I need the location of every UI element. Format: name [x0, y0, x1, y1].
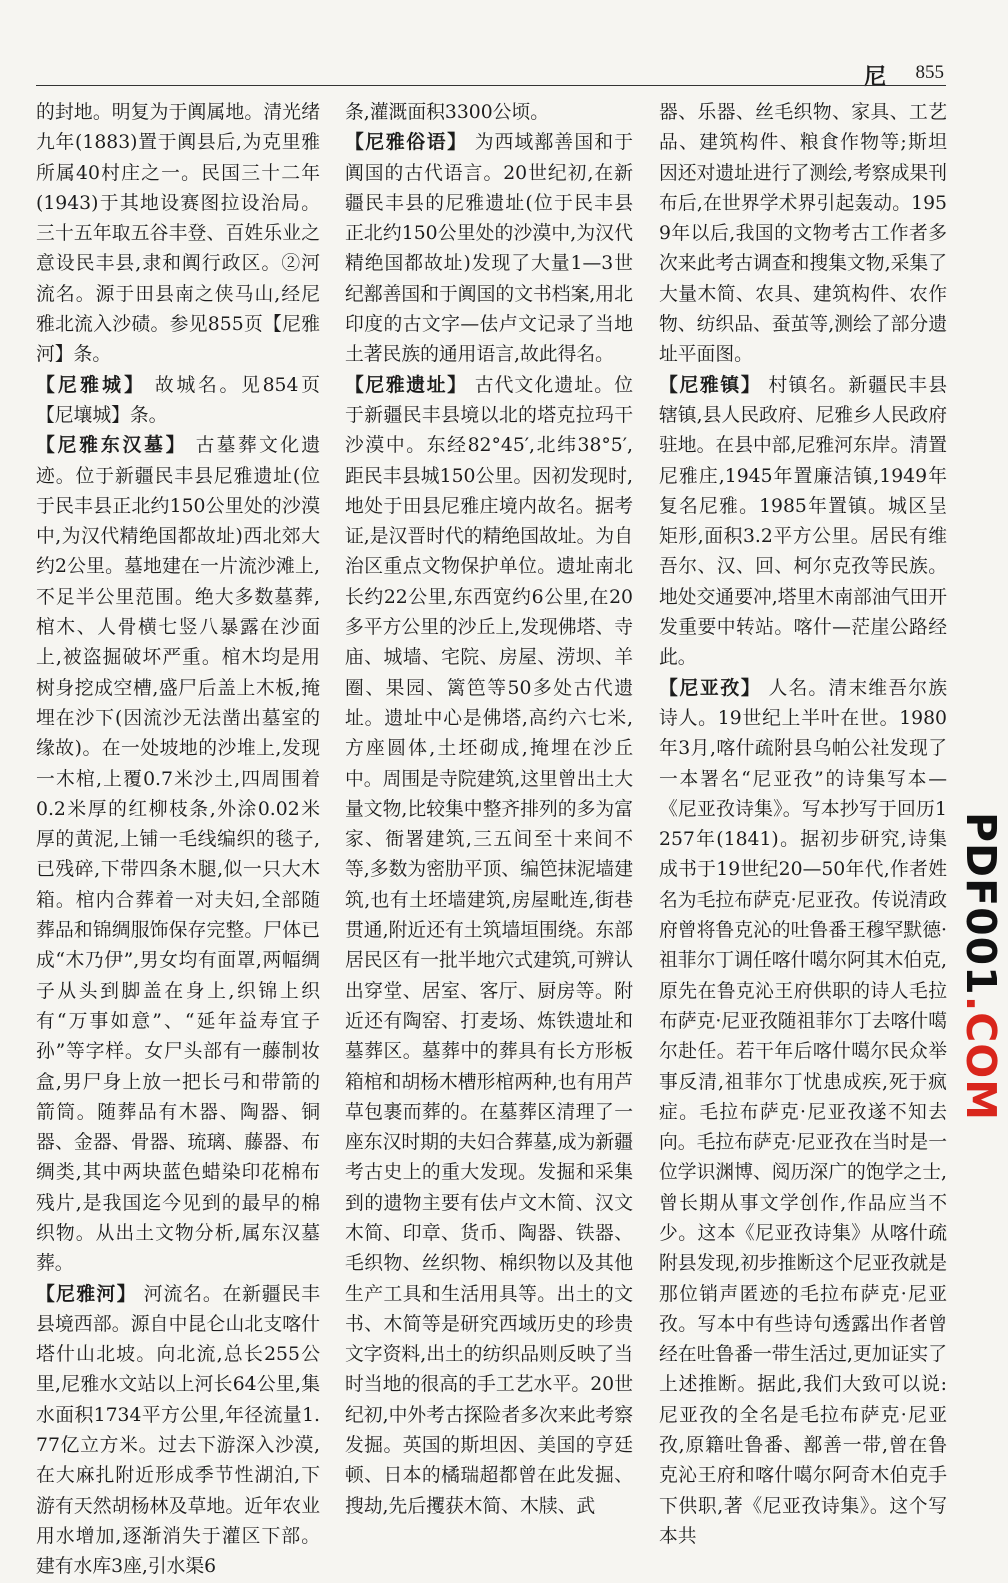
dictionary-entry — [659, 674, 947, 1553]
watermark — [948, 812, 1008, 1122]
page-header — [36, 60, 946, 90]
dictionary-entry — [345, 128, 633, 370]
entry-definition: 村镇名。新疆民丰县辖镇,县人民政府、尼雅乡人民政府驻地。在县中部,尼雅河东岸。清置尼雅庄,1945年置廉洁镇,1949年复名尼雅。1985年置镇。城区呈矩形,面积3.2平方公里。居民有维吾尔、汉、回、柯尔克孜等民族。地处交通要冲,塔里木南部油气田开发重要中转站。喀什—茫崖公路经此。 — [659, 374, 947, 669]
entry-definition: 人名。清末维吾尔族诗人。19世纪上半叶在世。1980年3月,喀什疏附县乌帕公社发现了一本署名“尼亚孜”的诗集写本—《尼亚孜诗集》。写本抄写于回历1257年(1841)。据初步研究,诗集成书于19世纪20—50年代,作者姓名为毛拉布萨克·尼亚孜。传说清政府曾将鲁克沁的吐鲁番王穆罕默德·祖菲尔丁调任喀什噶尔阿其木伯克,原先在鲁克沁王府供职的诗人毛拉布萨克·尼亚孜随祖菲尔丁去喀什噶尔赴任。若干年后喀什噶尔民众举事反清,祖菲尔丁忧患成疾,死于疯症。毛拉布萨克·尼亚孜遂不知去向。毛拉布萨克·尼亚孜在当时是一位学识渊博、阅历深广的饱学之士,曾长期从事文学创作,作品应当不少。这本《尼亚孜诗集》从喀什疏附县发现,初步推断这个尼亚孜就是那位销声匿迹的毛拉布萨克·尼亚孜。写本中有些诗句透露出作者曾经在吐鲁番一带生活过,更加证实了上述推断。据此,我们大致可以说:尼亚孜的全名是毛拉布萨克·尼亚孜,原籍吐鲁番、鄯善一带,曾在鲁克沁王府和喀什噶尔阿奇木伯克手下供职,著《尼亚孜诗集》。这个写本共 — [659, 677, 947, 1547]
entry-headword: 【尼雅河】 — [36, 1283, 137, 1305]
column-2 — [345, 98, 633, 1517]
running-head: 尼 — [863, 65, 886, 90]
entry-headword: 【尼雅遗址】 — [345, 374, 468, 396]
header-rule — [36, 85, 946, 86]
page-number: 855 — [915, 62, 944, 83]
continuation-text: 器、乐器、丝毛织物、家具、工艺品、建筑构件、粮食作物等;斯坦因还对遗址进行了测绘,考察成果刊布后,在世界学术界引起轰动。1959年以后,我国的文物考古工作者多次来此考古调查和搜集文物,采集了大量木简、农具、建筑构件、农作物、纺织品、蚕茧等,测绘了部分遗址平面图。 — [659, 102, 947, 366]
dictionary-entry — [36, 371, 320, 432]
dictionary-entry — [345, 371, 633, 1522]
entry-headword: 【尼亚孜】 — [659, 677, 762, 699]
entry-definition: 为西域鄯善国和于阗国的古代语言。20世纪初,在新疆民丰县的尼雅遗址(位于民丰县正北约150公里处的沙漠中,为汉代精绝国都故址)发现了大量1—3世纪鄯善国和于阗国的文书档案,用北印度的古文字—佉卢文记录了当地土著民族的通用语言,故此得名。 — [345, 132, 633, 366]
entry-definition: 古墓葬文化遗迹。位于新疆民丰县尼雅遗址(位于民丰县正北约150公里处的沙漠中,为汉代精绝国都故址)西北郊大约2公里。墓地建在一片流沙滩上,不足半公里范围。绝大多数墓葬,棺木、人骨横七竖八暴露在沙面上,被盗掘破坏严重。棺木均是用树身挖成空槽,盛尸后盖上木板,掩埋在沙下(因流沙无法凿出墓室的缘故)。在一处坡地的沙堆上,发现一木棺,上覆0.7米沙土,四周围着0.2米厚的红柳枝条,外涂0.02米厚的黄泥,上铺一毛线编织的毯子,已残碎,下带四条木腿,似一只大木箱。棺内合葬着一对夫妇,全部随葬品和锦绸服饰保存完整。尸体已成“木乃伊”,男女均有面罩,两幅绸子从头到脚盖在身上,织锦上织有“万事如意”、“延年益寿宜子孙”等字样。女尸头部有一藤制妆盒,男尸身上放一把长弓和带箭的箭筒。随葬品有木器、陶器、铜器、金器、骨器、琉璃、藤器、布绸类,其中两块蓝色蜡染印花棉布残片,是我国迄今见到的最早的棉织物。从出土文物分析,属东汉墓葬。 — [36, 435, 321, 1275]
entry-headword: 【尼雅东汉墓】 — [36, 435, 188, 457]
entry-headword: 【尼雅城】 — [36, 374, 147, 396]
dictionary-entry — [36, 431, 320, 1279]
continuation-text: 条,灌溉面积3300公顷。 — [345, 102, 550, 123]
continuation-text: 的封地。明复为于阗属地。清光绪九年(1883)置于阗县后,为克里雅所属40村庄之一。民国三十二年(1943)于其地设赛图拉设治局。三十五年取五谷丰登、百姓乐业之意设民丰县,隶和阗行政区。②河流名。源于田县南之侠马山,经尼雅北流入沙碛。参见855页【尼雅河】条。 — [36, 102, 320, 366]
dictionary-entry — [36, 1280, 320, 1583]
entry-definition: 古代文化遗址。位于新疆民丰县境以北的塔克拉玛干沙漠中。东经82°45′,北纬38°5′,距民丰县城150公里。因初发现时,地处于田县尼雅庄境内故名。据考证,是汉晋时代的精绝国故址。为自治区重点文物保护单位。遗址南北长约22公里,东西宽约6公里,在20多平方公里的沙丘上,发现佛塔、寺庙、城墙、宅院、房屋、涝坝、羊圈、果园、篱笆等50多处古代遗址。遗址中心是佛塔,高约六七米,方座圆体,土坯砌成,掩埋在沙丘中。周围是寺院建筑,这里曾出土大量文物,比较集中整齐排列的多为富家、衙署建筑,三五间至十来间不等,多数为密肋平顶、编笆抹泥墙建筑,也有土坯墙建筑,房屋毗连,街巷贯通,附近还有土筑墙垣围绕。东部居民区有一批半地穴式建筑,可辨认出穿堂、居室、客厅、厨房等。附近还有陶窑、打麦场、炼铁遗址和墓葬区。墓葬中的葬具有长方形板箱棺和胡杨木槽形棺两种,也有用芦草包裹而葬的。在墓葬区清理了一座东汉时期的夫妇合葬墓,成为新疆考古史上的重大发现。发掘和采集到的遗物主要有佉卢文木简、汉文木简、印章、货币、陶器、铁器、毛织物、丝织物、棉织物以及其他生产工具和生活用具等。出土的文书、木简等是研究西域历史的珍贵文字资料,出土的纺织品则反映了当时当地的很高的手工艺水平。20世纪初,中外考古探险者多次来此考察发掘。英国的斯坦因、美国的亨廷顿、日本的橘瑞超都曾在此发掘、搜劫,先后攫获木简、木牍、武 — [345, 374, 633, 1517]
entry-definition: 故城名。见854页【尼壤城】条。 — [36, 374, 320, 426]
entry-headword: 【尼雅镇】 — [659, 374, 762, 396]
watermark-text: PDF001 — [957, 812, 1005, 996]
column-1 — [36, 98, 321, 1578]
dictionary-entry — [659, 371, 947, 674]
entry-definition: 河流名。在新疆民丰县境西部。源自中昆仑山北支喀什塔什山北坡。向北流,总长255公里,尼雅水文站以上河长64公里,集水面积1734平方公里,年径流量1.77亿立方米。过去下游深入沙漠,在大麻扎附近形成季节性湖泊,下游有天然胡杨林及草地。近年农业用水增加,逐渐消失于灌区下部。建有水库3座,引水渠6 — [36, 1283, 320, 1578]
watermark-domain: .COM — [957, 995, 1005, 1122]
column-3 — [659, 98, 947, 1547]
entry-headword: 【尼雅俗语】 — [345, 132, 468, 154]
